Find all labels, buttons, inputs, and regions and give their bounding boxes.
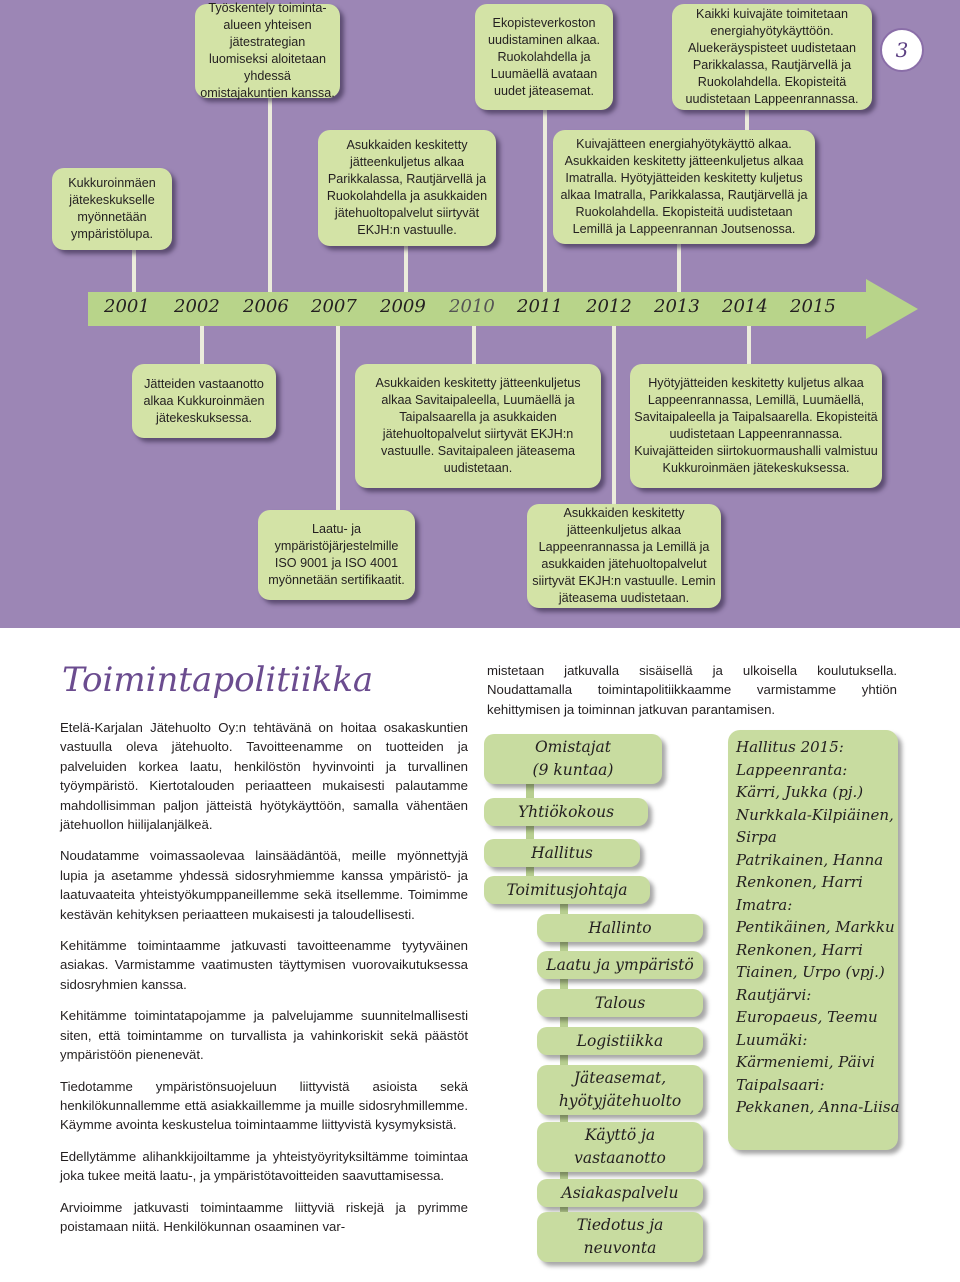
connector-line	[336, 322, 340, 512]
timeline-event	[475, 4, 613, 110]
org-box-owners	[484, 734, 662, 784]
board-line: Pentikäinen, Markku	[736, 918, 895, 936]
policy-paragraph: Noudatamme voimassaolevaa lainsäädäntöä, meille myönnettyjä lupia ja asetamme yhdessä sidosryhmiemme kanssa ympäristö- ja laatuvaateita yhteistyökumppaneillemme sekä itsellemme. Toimimme kestävän kehityksen periaatteen mukaisesti ja taloudellisesti.	[60, 848, 468, 922]
board-line: Renkonen, Harri	[736, 873, 863, 891]
board-line: Hallitus 2015:	[736, 738, 844, 756]
policy-paragraph: Etelä-Karjalan Jätehuolto Oy:n tehtävänä on hoitaa osakaskuntien vastuulla oleva jätehuolto. Tavoitteenamme on tuotteiden ja palveluiden korkea laatu, henkilöstön hyvinvointi ja turvallinen työympäristö. Kiertotalouden periaatteen mukaisesti palautamme mahdollisimman paljon jätteistä hyötykäyttöön, samalla vähentäen jätehuollon hiilijalanjälkeä.	[60, 720, 468, 833]
event-text: Jätteiden vastaanotto alkaa Kukkuroinmäen jätekeskuksessa.	[143, 376, 265, 425]
event-text: Asukkaiden keskitetty jätteenkuljetus alkaa Lappeenrannassa ja Lemillä ja asukkaiden jätehuoltopalvelut siirtyvät EKJH:n vastuulle. Lemin jäteasema uudistetaan.	[532, 506, 716, 605]
connector-line	[677, 240, 681, 295]
board-line: Luumäki:	[736, 1030, 808, 1049]
policy-paragraph: Tiedotamme ympäristönsuojeluun liittyvistä asioista sekä henkilökunnallemme että asiakkaillemme ja muille sidosryhmillemme. Käymme avointa keskustelua toimintaamme liittyvistä kysymyksistä.	[60, 1078, 468, 1133]
year-label: 2001	[104, 296, 150, 317]
event-text: Asukkaiden keskitetty jätteenkuljetus alkaa Savitaipaleella, Luumäellä ja Taipalsaarella ja asukkaiden jätehuoltopalvelut siirtyvät EKJH:n vastuulle. Savitaipaleen jäteasema uudistetaan.	[375, 376, 581, 475]
board-line: Sirpa	[736, 828, 777, 846]
org-box-unit	[537, 989, 703, 1017]
board-line: Nurkkala-Kilpiäinen,	[736, 805, 894, 824]
board-line: Kärri, Jukka (pj.)	[736, 783, 864, 801]
year-label: 2011	[517, 296, 563, 317]
board-line: Tiainen, Urpo (vpj.)	[736, 963, 885, 981]
timeline-event	[195, 1, 340, 100]
timeline-arrowhead	[866, 279, 918, 339]
year-label: 2015	[790, 296, 836, 317]
org-box-unit	[537, 1065, 703, 1115]
connector-line	[132, 245, 136, 295]
section-heading: Toimintapolitiikka	[62, 660, 374, 700]
timeline-event	[630, 364, 882, 488]
year-label: 2009	[380, 296, 426, 317]
org-label: Laatu ja ympäristö	[546, 955, 694, 974]
org-label: neuvonta	[583, 1239, 657, 1257]
event-text: Ekopisteverkoston uudistaminen alkaa. Ruokolahdella ja Luumäellä avataan uudet jäteasemat.	[487, 15, 600, 98]
board-line: Lappeenranta:	[736, 760, 848, 779]
policy-paragraph: Arvioimme jatkuvasti toimintaamme liittyviä riskejä ja pyrimme poistamaan niitä. Henkilökunnan osaaminen var-	[60, 1199, 468, 1234]
policy-left-column	[60, 718, 468, 1248]
year-label: 2006	[243, 296, 289, 317]
org-box-unit	[537, 1122, 703, 1172]
board-line: Renkonen, Harri	[736, 940, 863, 959]
policy-paragraph: Edellytämme alihankkijoiltamme ja yhteistyöyrityksiltämme toimintaa joka tukee meitä laatu-, ja ympäristötavoitteiden saavuttamisessa.	[60, 1148, 468, 1184]
org-label: Toimitusjohtaja	[506, 880, 628, 899]
timeline-event	[132, 364, 276, 438]
timeline-event	[672, 4, 872, 110]
org-label: Hallinto	[588, 918, 652, 937]
timeline-event	[553, 130, 815, 244]
event-text: Kukkuroinmäen jätekeskukselle myönnetään ympäristölupa.	[68, 176, 156, 241]
org-label: Asiakaspalvelu	[561, 1183, 679, 1202]
timeline-years	[92, 296, 852, 322]
timeline-event	[258, 510, 415, 600]
policy-paragraph: Kehitämme toimintatapojamme ja palvelujamme suunnitelmallisesti siten, että toimintamme on turvallista ja vahinkoriskit sekä päästöt ympäristöön pienenevät.	[60, 1008, 468, 1063]
board-line: Pekkanen, Anna-Liisa	[736, 1098, 900, 1116]
event-text: Työskentely toiminta-alueen yhteisen jätestrategian luomiseksi aloitetaan yhdessä omistajakuntien kanssa.	[200, 1, 335, 100]
board-line: Europaeus, Teemu	[736, 1008, 878, 1026]
board-line: Kärmeniemi, Päivi	[736, 1053, 875, 1071]
org-label: hyötyjätehuolto	[558, 1092, 682, 1110]
timeline-event	[52, 168, 172, 250]
connector-line	[543, 100, 547, 295]
org-box-unit	[537, 914, 703, 942]
org-label: Tiedotus ja	[576, 1216, 664, 1234]
org-label: Logistiikka	[576, 1031, 664, 1050]
connector-line	[404, 245, 408, 295]
org-label: vastaanotto	[574, 1149, 666, 1167]
board-members-box	[728, 730, 898, 1150]
org-box-unit	[537, 1027, 703, 1055]
org-box-ceo	[484, 876, 650, 904]
year-label: 2007	[311, 296, 357, 317]
event-text: Asukkaiden keskitetty jätteenkuljetus alkaa Parikkalassa, Rautjärvellä ja Ruokolahdella ja asukkaiden jätehuoltopalvelut siirtyvät EKJH:n vastuulle.	[326, 138, 488, 237]
year-label: 2014	[722, 296, 768, 317]
year-label: 2013	[654, 296, 700, 317]
event-text: Laatu- ja ympäristöjärjestelmille ISO 9001 ja ISO 4001 myönnetään sertifikaatit.	[268, 522, 405, 587]
page-number: 3	[880, 28, 924, 72]
org-box-unit	[537, 1179, 703, 1207]
policy-paragraph: Kehitämme toimintaamme jatkuvasti tavoitteenamme tyytyväinen asiakas. Varmistamme vaatimusten täyttymisen vuorovaikutuksessa sidosryhmien kanssa.	[60, 938, 468, 992]
connector-line	[268, 90, 272, 295]
org-label: Hallitus	[531, 843, 593, 862]
year-label: 2012	[586, 296, 632, 317]
board-line: Patrikainen, Hanna	[736, 850, 884, 869]
org-label: Käyttö ja	[584, 1126, 656, 1144]
org-label: Jäteasemat,	[573, 1069, 667, 1087]
year-label: 2002	[174, 296, 220, 317]
org-box-unit	[537, 951, 703, 979]
org-box-unit	[537, 1212, 703, 1262]
event-text: Hyötyjätteiden keskitetty kuljetus alkaa Lappeenrannassa, Lemillä, Luumäellä, Savitaipaleella ja Taipalsaarella. Ekopisteitä uudistetaan Lappeenrannassa. Kuivajätteiden siirtokuormaushalli valmistuu Kukkuroinmäen jätekeskuksessa.	[634, 376, 878, 475]
board-line: Imatra:	[736, 895, 793, 914]
timeline-event	[318, 130, 496, 246]
year-label: 2010	[449, 296, 495, 317]
org-label: Omistajat	[534, 738, 612, 756]
event-text: Kuivajätteen energiahyötykäyttö alkaa. Asukkaiden keskitetty jätteenkuljetus alkaa Imatralla. Hyötyjätteiden keskitetty kuljetus alkaa Imatralla, Parikkalassa, Rautjärvellä ja Ruokolahdella. Ekopisteitä uudistetaan Lemillä ja Lappeenrannan Joutsenossa.	[560, 137, 808, 236]
board-line: Taipalsaari:	[736, 1075, 825, 1094]
connector-line	[612, 322, 616, 507]
event-text: Kaikki kuivajäte toimitetaan energiahyötykäyttöön. Aluekeräyspisteet uudistetaan Parikkalassa, Rautjärvellä ja Ruokolahdella. Ekopisteitä uudistetaan Lappeenrannassa.	[685, 7, 859, 106]
org-label: (9 kuntaa)	[532, 761, 614, 779]
timeline-event	[527, 504, 721, 608]
policy-right-column	[487, 661, 897, 731]
board-line: Rautjärvi:	[736, 985, 812, 1004]
org-label: Yhtiökokous	[517, 802, 615, 821]
org-label: Talous	[594, 993, 646, 1012]
timeline-event	[355, 364, 601, 488]
policy-paragraph: mistetaan jatkuvalla sisäisellä ja ulkoisella koulutuksella. Noudattamalla toimintapolitiikkaamme varmistamme yhtiön kehittymisen ja toiminnan jatkuvan parantamisen.	[487, 663, 897, 717]
org-box-board	[484, 839, 640, 867]
org-box-general-meeting	[484, 798, 648, 826]
